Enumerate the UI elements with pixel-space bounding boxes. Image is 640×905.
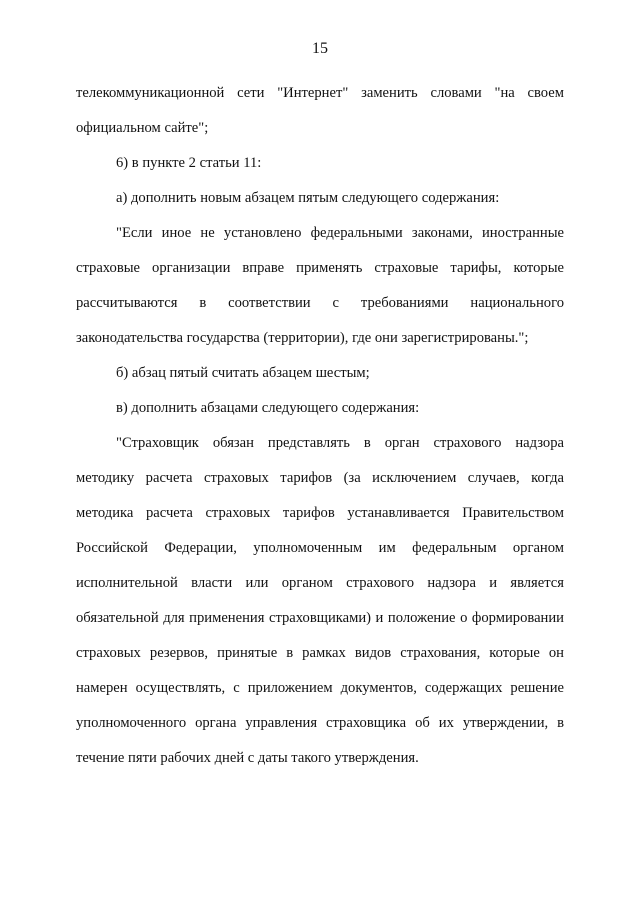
document-body [76, 76, 564, 776]
page-number: 15 [312, 40, 328, 57]
paragraph-quote-insurer: "Страховщик обязан представлять в орган страхового надзора методику расчета страховых тарифов (за исключением случаев, когда методика расчета страховых тарифов устанавливается Правительством Российской Федерации, уполномоченным им федеральным органом исполнительной власти или органом страхового надзора и является обязательной для применения страховщиками) и положение о формировании страховых резервов, принятые в рамках видов страхования, которые он намерен осуществлять, с приложением документов, содержащих решение уполномоченного органа управления страховщика об их утверждении, в течение пяти рабочих дней с даты такого утверждения. [76, 435, 564, 766]
paragraph-quote-tariffs: "Если иное не установлено федеральными законами, иностранные страховые организации вправе применять страховые тарифы, которые рассчитываются в соответствии с требованиями национального законодательства государства (территории), где они зарегистрированы."; [76, 225, 564, 346]
paragraph-subitem-v: в) дополнить абзацами следующего содержания: [116, 400, 420, 416]
paragraph-subitem-a: а) дополнить новым абзацем пятым следующего содержания: [116, 190, 500, 206]
paragraph-item-6: 6) в пункте 2 статьи 11: [116, 155, 262, 171]
paragraph-continuation: телекоммуникационной сети "Интернет" заменить словами "на своем официальном сайте"; [76, 85, 564, 136]
paragraph-subitem-b: б) абзац пятый считать абзацем шестым; [116, 365, 370, 381]
